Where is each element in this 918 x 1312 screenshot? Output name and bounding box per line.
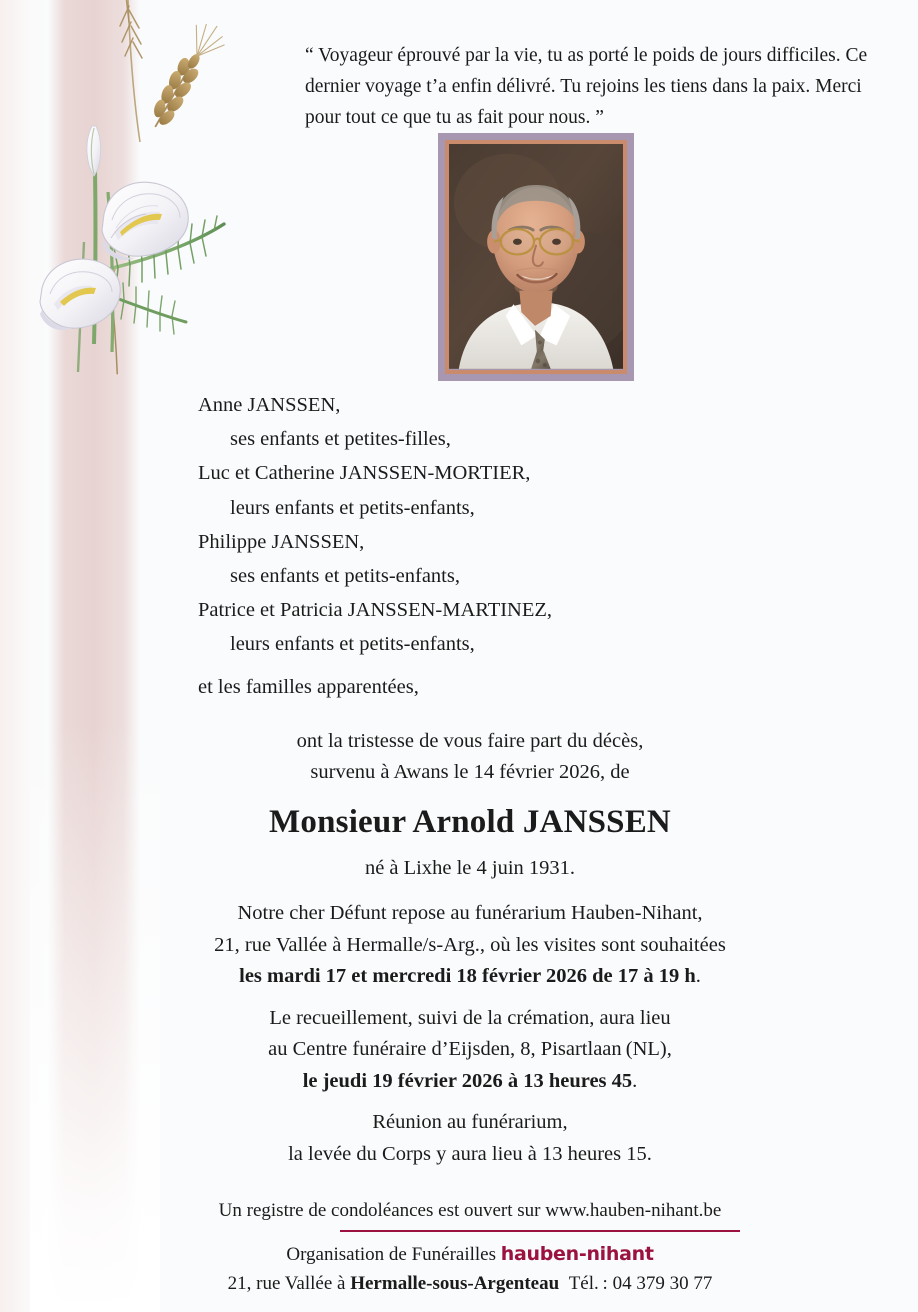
family-line: ses enfants et petites-filles,: [230, 428, 451, 451]
family-line: et les familles apparentées,: [198, 675, 419, 698]
funeral-details: [100, 898, 840, 1170]
repose-line-2: 21, rue Vallée à Hermalle/s-Arg., où les visites sont souhaitées: [214, 933, 726, 956]
reunion-block: [100, 1107, 840, 1170]
repose-block: [100, 898, 840, 993]
visiting-hours-line: [100, 961, 840, 993]
family-line: Philippe JANSSEN,: [198, 530, 365, 553]
address-city: Hermalle-sous-Argenteau: [350, 1273, 560, 1294]
organisation-prefix: Organisation de Funérailles: [286, 1244, 501, 1265]
memorial-quote: “ Voyageur éprouvé par la vie, tu as porté le poids de jours difficiles. Ce dernier voyage t’a enfin délivré. Tu rejoins les tiens dans la paix. Merci pour tout ce que tu as fait pour nous. ”: [305, 45, 868, 128]
ceremony-period: .: [632, 1069, 638, 1092]
spacer: [198, 662, 718, 670]
ceremony-time-line: [100, 1066, 840, 1098]
portrait-photo: [449, 144, 623, 369]
ceremony-block: [100, 1003, 840, 1098]
visiting-hours-text: les mardi 17 et mercredi 18 février 2026 de 17 à 19 h: [239, 965, 696, 987]
condolence-register-line[interactable]: Un registre de condoléances est ouvert sur www.hauben-nihant.be: [218, 1200, 722, 1221]
calla-lily-wheat-illustration: [8, 0, 248, 422]
repose-line-1: Notre cher Défunt repose au funérarium Hauben-Nihant,: [237, 902, 703, 924]
organisation-line: [100, 1240, 840, 1269]
ceremony-line-1: Le recueillement, suivi de la crémation, aura lieu: [269, 1006, 671, 1029]
family-names-list: [198, 388, 718, 704]
address-line: [100, 1269, 840, 1298]
phone-number: Tél. : 04 379 30 77: [559, 1273, 713, 1294]
announcement-line-1: ont la tristesse de vous faire part du décès,: [296, 730, 644, 752]
ceremony-time-text: le jeudi 19 février 2026 à 13 heures 45: [302, 1069, 633, 1092]
reunion-line-1: Réunion au funérarium,: [372, 1111, 568, 1133]
portrait-inner-frame: [445, 140, 627, 374]
deceased-name: Monsieur Arnold JANSSEN: [269, 804, 671, 840]
ceremony-line-2: au Centre funéraire d’Eijsden, 8, Pisartlaan (NL),: [268, 1038, 672, 1060]
address-prefix: 21, rue Vallée à: [227, 1273, 351, 1294]
family-line: leurs enfants et petits-enfants,: [230, 633, 475, 656]
funeral-home-footer: [100, 1240, 840, 1298]
accent-divider: [340, 1230, 740, 1232]
death-announcement: [120, 726, 820, 884]
family-line: Luc et Catherine JANSSEN-MORTIER,: [198, 462, 531, 485]
announcement-line-2: survenu à Awans le 14 février 2026, de: [310, 761, 630, 783]
reunion-line-2: la levée du Corps y aura lieu à 13 heures 15.: [288, 1142, 652, 1165]
birth-line: né à Lixhe le 4 juin 1931.: [364, 857, 576, 879]
family-line: ses enfants et petits-enfants,: [230, 565, 460, 588]
visiting-hours-period: .: [695, 965, 701, 987]
portrait-frame: [438, 133, 634, 381]
family-line: Patrice et Patricia JANSSEN-MARTINEZ,: [198, 599, 553, 622]
family-line: leurs enfants et petits-enfants,: [230, 496, 475, 519]
hauben-nihant-logo: hauben-nihant: [500, 1243, 654, 1265]
family-line: Anne JANSSEN,: [198, 394, 341, 416]
